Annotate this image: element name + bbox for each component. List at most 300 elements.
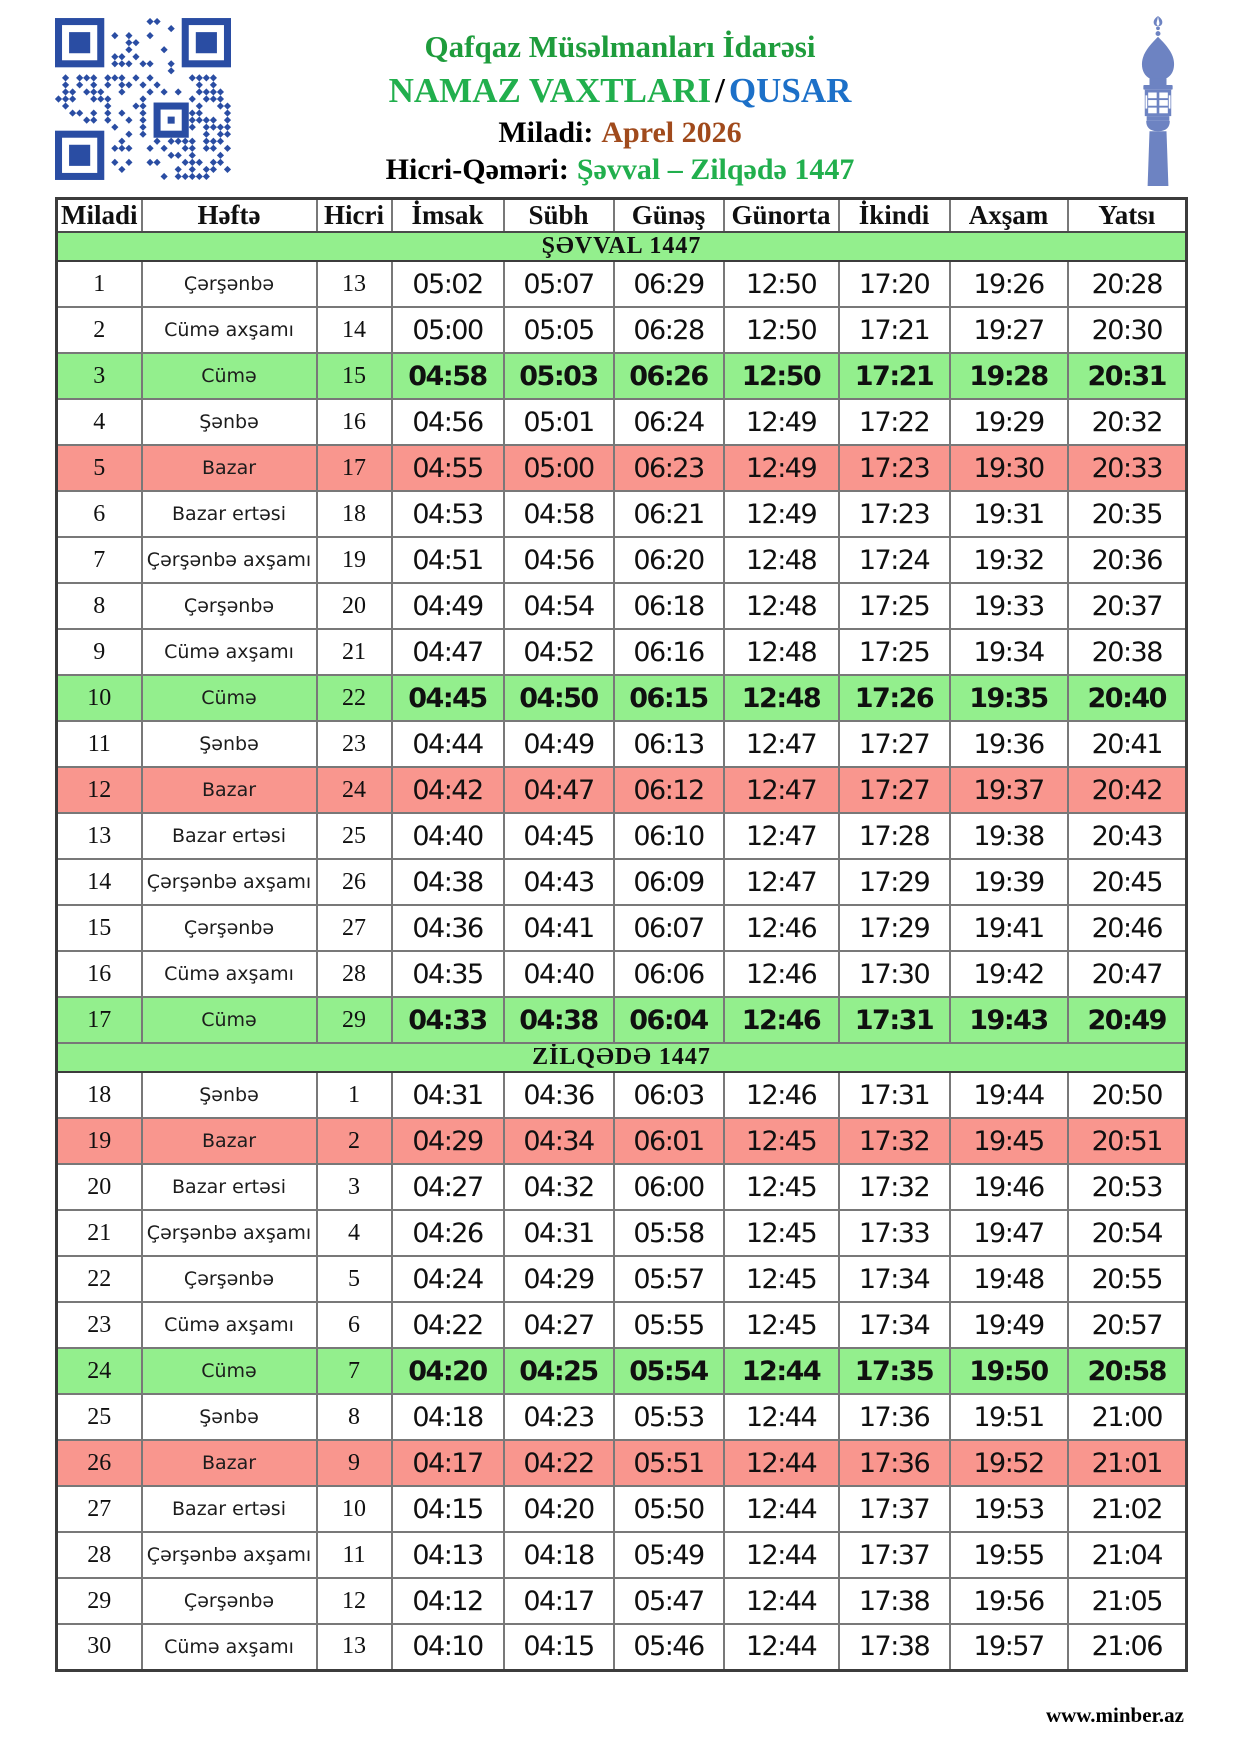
cell-miladi: 17 — [57, 997, 142, 1043]
cell-hicri: 4 — [317, 1210, 392, 1256]
cell-subh: 04:49 — [504, 721, 614, 767]
cell-gunorta: 12:46 — [724, 1072, 839, 1118]
cell-hicri: 13 — [317, 1624, 392, 1670]
cell-yatsi: 20:46 — [1068, 905, 1187, 951]
cell-hefte: Çərşənbə — [142, 583, 317, 629]
cell-axsam: 19:50 — [950, 1348, 1068, 1394]
cell-hefte: Bazar ertəsi — [142, 813, 317, 859]
cell-hicri: 19 — [317, 537, 392, 583]
cell-hefte: Çərşənbə axşamı — [142, 1532, 317, 1578]
cell-hefte: Bazar ertəsi — [142, 1164, 317, 1210]
column-header-yatsi: Yatsı — [1068, 199, 1187, 233]
cell-hefte: Çərşənbə — [142, 1256, 317, 1302]
column-header-ikindi: İkindi — [839, 199, 950, 233]
cell-yatsi: 20:42 — [1068, 767, 1187, 813]
cell-hicri: 18 — [317, 491, 392, 537]
cell-gunorta: 12:44 — [724, 1532, 839, 1578]
cell-yatsi: 20:38 — [1068, 629, 1187, 675]
cell-hicri: 27 — [317, 905, 392, 951]
cell-gunes: 05:57 — [614, 1256, 724, 1302]
cell-miladi: 1 — [57, 261, 142, 307]
cell-imsak: 04:53 — [392, 491, 504, 537]
cell-ikindi: 17:21 — [839, 307, 950, 353]
table-row — [57, 1118, 1187, 1164]
miladi-value: Aprel 2026 — [601, 115, 742, 149]
cell-ikindi: 17:26 — [839, 675, 950, 721]
hicri-value: Şəvval – Zilqədə 1447 — [576, 153, 855, 187]
cell-ikindi: 17:38 — [839, 1578, 950, 1624]
cell-yatsi: 20:40 — [1068, 675, 1187, 721]
cell-hefte: Cümə axşamı — [142, 1302, 317, 1348]
cell-subh: 04:29 — [504, 1256, 614, 1302]
cell-gunorta: 12:44 — [724, 1348, 839, 1394]
cell-ikindi: 17:21 — [839, 353, 950, 399]
cell-miladi: 9 — [57, 629, 142, 675]
cell-gunes: 06:03 — [614, 1072, 724, 1118]
cell-hicri: 2 — [317, 1118, 392, 1164]
table-header-row — [57, 199, 1187, 233]
cell-hicri: 28 — [317, 951, 392, 997]
cell-gunes: 06:12 — [614, 767, 724, 813]
cell-gunorta: 12:50 — [724, 261, 839, 307]
cell-gunorta: 12:46 — [724, 997, 839, 1043]
cell-miladi: 24 — [57, 1348, 142, 1394]
cell-yatsi: 20:55 — [1068, 1256, 1187, 1302]
cell-miladi: 19 — [57, 1118, 142, 1164]
cell-gunes: 05:53 — [614, 1394, 724, 1440]
column-header-axsam: Axşam — [950, 199, 1068, 233]
cell-hicri: 14 — [317, 307, 392, 353]
cell-ikindi: 17:37 — [839, 1532, 950, 1578]
cell-imsak: 04:10 — [392, 1624, 504, 1670]
cell-miladi: 3 — [57, 353, 142, 399]
cell-hefte: Çərşənbə axşamı — [142, 537, 317, 583]
column-header-gunorta: Günorta — [724, 199, 839, 233]
cell-gunorta: 12:44 — [724, 1578, 839, 1624]
minaret-icon — [1122, 16, 1194, 186]
cell-imsak: 04:45 — [392, 675, 504, 721]
cell-subh: 04:23 — [504, 1394, 614, 1440]
table-row — [57, 1072, 1187, 1118]
cell-axsam: 19:32 — [950, 537, 1068, 583]
cell-miladi: 22 — [57, 1256, 142, 1302]
table-row — [57, 261, 1187, 307]
cell-hefte: Çərşənbə — [142, 261, 317, 307]
cell-miladi: 26 — [57, 1440, 142, 1486]
cell-yatsi: 20:49 — [1068, 997, 1187, 1043]
cell-ikindi: 17:25 — [839, 583, 950, 629]
cell-hicri: 6 — [317, 1302, 392, 1348]
cell-gunorta: 12:44 — [724, 1624, 839, 1670]
table-row — [57, 445, 1187, 491]
title-separator: / — [715, 70, 725, 110]
cell-subh: 04:22 — [504, 1440, 614, 1486]
cell-ikindi: 17:33 — [839, 1210, 950, 1256]
cell-subh: 04:50 — [504, 675, 614, 721]
cell-hicri: 16 — [317, 399, 392, 445]
cell-gunes: 05:54 — [614, 1348, 724, 1394]
cell-ikindi: 17:28 — [839, 813, 950, 859]
cell-hefte: Bazar ertəsi — [142, 491, 317, 537]
cell-axsam: 19:43 — [950, 997, 1068, 1043]
hicri-label: Hicri-Qəməri: — [385, 153, 569, 187]
cell-ikindi: 17:32 — [839, 1118, 950, 1164]
cell-miladi: 4 — [57, 399, 142, 445]
column-header-hicri: Hicri — [317, 199, 392, 233]
cell-gunes: 05:49 — [614, 1532, 724, 1578]
table-row — [57, 1164, 1187, 1210]
cell-axsam: 19:48 — [950, 1256, 1068, 1302]
cell-yatsi: 20:57 — [1068, 1302, 1187, 1348]
table-row — [57, 767, 1187, 813]
cell-axsam: 19:31 — [950, 491, 1068, 537]
cell-ikindi: 17:25 — [839, 629, 950, 675]
cell-imsak: 04:35 — [392, 951, 504, 997]
organization-title: Qafqaz Müsəlmanları İdarəsi — [424, 29, 816, 64]
cell-miladi: 18 — [57, 1072, 142, 1118]
cell-hefte: Bazar ertəsi — [142, 1486, 317, 1532]
cell-imsak: 05:02 — [392, 261, 504, 307]
table-row — [57, 1394, 1187, 1440]
cell-hefte: Bazar — [142, 767, 317, 813]
table-row — [57, 353, 1187, 399]
cell-ikindi: 17:38 — [839, 1624, 950, 1670]
city-name: QUSAR — [728, 70, 852, 110]
cell-miladi: 15 — [57, 905, 142, 951]
column-header-gunes: Günəş — [614, 199, 724, 233]
cell-imsak: 04:49 — [392, 583, 504, 629]
cell-subh: 05:03 — [504, 353, 614, 399]
table-row — [57, 491, 1187, 537]
cell-subh: 04:25 — [504, 1348, 614, 1394]
cell-imsak: 04:31 — [392, 1072, 504, 1118]
table-row — [57, 905, 1187, 951]
cell-imsak: 04:18 — [392, 1394, 504, 1440]
cell-yatsi: 20:28 — [1068, 261, 1187, 307]
cell-imsak: 04:38 — [392, 859, 504, 905]
cell-miladi: 8 — [57, 583, 142, 629]
cell-ikindi: 17:32 — [839, 1164, 950, 1210]
cell-gunes: 06:00 — [614, 1164, 724, 1210]
cell-gunorta: 12:45 — [724, 1302, 839, 1348]
cell-yatsi: 20:35 — [1068, 491, 1187, 537]
cell-gunorta: 12:44 — [724, 1486, 839, 1532]
cell-miladi: 16 — [57, 951, 142, 997]
cell-axsam: 19:36 — [950, 721, 1068, 767]
cell-hicri: 17 — [317, 445, 392, 491]
cell-imsak: 04:20 — [392, 1348, 504, 1394]
footer-site-link[interactable]: www.minber.az — [1045, 1703, 1184, 1727]
cell-axsam: 19:28 — [950, 353, 1068, 399]
cell-yatsi: 20:58 — [1068, 1348, 1187, 1394]
cell-hicri: 26 — [317, 859, 392, 905]
table-row — [57, 1302, 1187, 1348]
cell-gunorta: 12:49 — [724, 445, 839, 491]
cell-gunes: 06:04 — [614, 997, 724, 1043]
cell-hefte: Şənbə — [142, 1072, 317, 1118]
cell-hicri: 13 — [317, 261, 392, 307]
cell-axsam: 19:27 — [950, 307, 1068, 353]
cell-hicri: 11 — [317, 1532, 392, 1578]
cell-ikindi: 17:20 — [839, 261, 950, 307]
cell-hefte: Çərşənbə — [142, 905, 317, 951]
cell-subh: 04:43 — [504, 859, 614, 905]
cell-yatsi: 21:00 — [1068, 1394, 1187, 1440]
cell-miladi: 12 — [57, 767, 142, 813]
cell-gunes: 06:07 — [614, 905, 724, 951]
page-title-text: NAMAZ VAXTLARI — [388, 70, 712, 110]
cell-imsak: 04:24 — [392, 1256, 504, 1302]
cell-subh: 04:58 — [504, 491, 614, 537]
cell-miladi: 21 — [57, 1210, 142, 1256]
prayer-times-table — [55, 197, 1188, 1672]
table-row — [57, 997, 1187, 1043]
cell-gunes: 06:24 — [614, 399, 724, 445]
cell-axsam: 19:29 — [950, 399, 1068, 445]
cell-miladi: 20 — [57, 1164, 142, 1210]
cell-gunorta: 12:48 — [724, 675, 839, 721]
cell-gunes: 06:26 — [614, 353, 724, 399]
cell-hefte: Çərşənbə axşamı — [142, 859, 317, 905]
cell-gunorta: 12:47 — [724, 767, 839, 813]
cell-yatsi: 20:30 — [1068, 307, 1187, 353]
cell-axsam: 19:39 — [950, 859, 1068, 905]
cell-ikindi: 17:31 — [839, 1072, 950, 1118]
cell-ikindi: 17:27 — [839, 767, 950, 813]
cell-hicri: 1 — [317, 1072, 392, 1118]
column-header-imsak: İmsak — [392, 199, 504, 233]
cell-axsam: 19:57 — [950, 1624, 1068, 1670]
cell-gunorta: 12:50 — [724, 353, 839, 399]
cell-imsak: 04:42 — [392, 767, 504, 813]
cell-axsam: 19:26 — [950, 261, 1068, 307]
cell-hefte: Şənbə — [142, 399, 317, 445]
cell-imsak: 04:55 — [392, 445, 504, 491]
cell-axsam: 19:44 — [950, 1072, 1068, 1118]
cell-yatsi: 21:01 — [1068, 1440, 1187, 1486]
table-row — [57, 1486, 1187, 1532]
cell-gunorta: 12:45 — [724, 1118, 839, 1164]
cell-imsak: 04:13 — [392, 1532, 504, 1578]
cell-subh: 05:01 — [504, 399, 614, 445]
cell-subh: 04:18 — [504, 1532, 614, 1578]
cell-gunorta: 12:46 — [724, 951, 839, 997]
cell-gunorta: 12:47 — [724, 813, 839, 859]
cell-axsam: 19:51 — [950, 1394, 1068, 1440]
cell-yatsi: 20:43 — [1068, 813, 1187, 859]
cell-hicri: 21 — [317, 629, 392, 675]
cell-hicri: 10 — [317, 1486, 392, 1532]
cell-hefte: Bazar — [142, 1118, 317, 1164]
cell-ikindi: 17:23 — [839, 445, 950, 491]
cell-hefte: Cümə axşamı — [142, 629, 317, 675]
cell-hefte: Bazar — [142, 1440, 317, 1486]
cell-hefte: Cümə — [142, 353, 317, 399]
cell-axsam: 19:33 — [950, 583, 1068, 629]
cell-yatsi: 20:54 — [1068, 1210, 1187, 1256]
cell-gunes: 05:51 — [614, 1440, 724, 1486]
table-row — [57, 1440, 1187, 1486]
cell-subh: 04:15 — [504, 1624, 614, 1670]
cell-yatsi: 20:47 — [1068, 951, 1187, 997]
cell-subh: 04:36 — [504, 1072, 614, 1118]
cell-axsam: 19:47 — [950, 1210, 1068, 1256]
cell-yatsi: 21:04 — [1068, 1532, 1187, 1578]
cell-subh: 04:31 — [504, 1210, 614, 1256]
cell-axsam: 19:35 — [950, 675, 1068, 721]
cell-gunes: 06:10 — [614, 813, 724, 859]
cell-miladi: 25 — [57, 1394, 142, 1440]
cell-gunorta: 12:44 — [724, 1394, 839, 1440]
table-row — [57, 537, 1187, 583]
cell-gunorta: 12:48 — [724, 537, 839, 583]
table-row — [57, 1578, 1187, 1624]
column-header-miladi: Miladi — [57, 199, 142, 233]
cell-subh: 04:20 — [504, 1486, 614, 1532]
cell-gunes: 06:23 — [614, 445, 724, 491]
cell-gunorta: 12:50 — [724, 307, 839, 353]
cell-hicri: 29 — [317, 997, 392, 1043]
cell-hicri: 8 — [317, 1394, 392, 1440]
cell-yatsi: 21:06 — [1068, 1624, 1187, 1670]
cell-imsak: 04:56 — [392, 399, 504, 445]
cell-imsak: 04:40 — [392, 813, 504, 859]
cell-ikindi: 17:27 — [839, 721, 950, 767]
cell-ikindi: 17:22 — [839, 399, 950, 445]
cell-hicri: 3 — [317, 1164, 392, 1210]
cell-gunes: 06:28 — [614, 307, 724, 353]
cell-imsak: 04:33 — [392, 997, 504, 1043]
section-title-zilqede-1447: ZİLQƏDƏ 1447 — [57, 1043, 1187, 1072]
cell-gunorta: 12:45 — [724, 1164, 839, 1210]
cell-subh: 05:07 — [504, 261, 614, 307]
cell-miladi: 23 — [57, 1302, 142, 1348]
cell-miladi: 30 — [57, 1624, 142, 1670]
cell-gunorta: 12:46 — [724, 905, 839, 951]
table-row — [57, 1624, 1187, 1670]
cell-ikindi: 17:36 — [839, 1394, 950, 1440]
cell-yatsi: 20:45 — [1068, 859, 1187, 905]
cell-subh: 04:32 — [504, 1164, 614, 1210]
cell-gunes: 06:16 — [614, 629, 724, 675]
hicri-line — [245, 152, 995, 189]
cell-subh: 05:00 — [504, 445, 614, 491]
cell-hicri: 20 — [317, 583, 392, 629]
cell-yatsi: 20:36 — [1068, 537, 1187, 583]
cell-gunes: 06:29 — [614, 261, 724, 307]
cell-imsak: 04:15 — [392, 1486, 504, 1532]
cell-yatsi: 20:32 — [1068, 399, 1187, 445]
table-row — [57, 721, 1187, 767]
cell-ikindi: 17:35 — [839, 1348, 950, 1394]
table-row — [57, 399, 1187, 445]
miladi-label: Miladi: — [498, 115, 594, 149]
table-row — [57, 1210, 1187, 1256]
cell-ikindi: 17:30 — [839, 951, 950, 997]
cell-gunes: 06:06 — [614, 951, 724, 997]
cell-axsam: 19:30 — [950, 445, 1068, 491]
cell-axsam: 19:52 — [950, 1440, 1068, 1486]
cell-miladi: 7 — [57, 537, 142, 583]
cell-yatsi: 20:41 — [1068, 721, 1187, 767]
cell-hefte: Cümə — [142, 1348, 317, 1394]
cell-gunes: 05:55 — [614, 1302, 724, 1348]
cell-gunorta: 12:45 — [724, 1256, 839, 1302]
cell-hefte: Şənbə — [142, 721, 317, 767]
cell-miladi: 27 — [57, 1486, 142, 1532]
table-row — [57, 951, 1187, 997]
table-row — [57, 813, 1187, 859]
cell-ikindi: 17:24 — [839, 537, 950, 583]
qr-code-icon — [55, 18, 231, 180]
cell-miladi: 5 — [57, 445, 142, 491]
cell-gunes: 06:09 — [614, 859, 724, 905]
cell-ikindi: 17:29 — [839, 905, 950, 951]
cell-subh: 04:41 — [504, 905, 614, 951]
cell-gunes: 05:47 — [614, 1578, 724, 1624]
cell-axsam: 19:38 — [950, 813, 1068, 859]
cell-ikindi: 17:31 — [839, 997, 950, 1043]
cell-gunorta: 12:45 — [724, 1210, 839, 1256]
miladi-line — [245, 115, 995, 152]
cell-imsak: 04:51 — [392, 537, 504, 583]
cell-hicri: 5 — [317, 1256, 392, 1302]
cell-imsak: 04:29 — [392, 1118, 504, 1164]
cell-miladi: 28 — [57, 1532, 142, 1578]
cell-hefte: Bazar — [142, 445, 317, 491]
cell-hefte: Çərşənbə — [142, 1578, 317, 1624]
cell-hefte: Şənbə — [142, 1394, 317, 1440]
cell-yatsi: 20:53 — [1068, 1164, 1187, 1210]
cell-gunes: 06:01 — [614, 1118, 724, 1164]
cell-subh: 04:17 — [504, 1578, 614, 1624]
cell-subh: 04:47 — [504, 767, 614, 813]
cell-ikindi: 17:36 — [839, 1440, 950, 1486]
column-header-hefte: Həftə — [142, 199, 317, 233]
cell-gunes: 06:18 — [614, 583, 724, 629]
cell-yatsi: 20:50 — [1068, 1072, 1187, 1118]
cell-hefte: Cümə axşamı — [142, 307, 317, 353]
cell-hefte: Cümə axşamı — [142, 1624, 317, 1670]
cell-subh: 04:38 — [504, 997, 614, 1043]
cell-hefte: Cümə — [142, 675, 317, 721]
table-row — [57, 1532, 1187, 1578]
cell-ikindi: 17:37 — [839, 1486, 950, 1532]
cell-hicri: 12 — [317, 1578, 392, 1624]
cell-gunorta: 12:48 — [724, 629, 839, 675]
section-header-row — [57, 232, 1187, 261]
page-title — [245, 70, 995, 113]
section-header-row — [57, 1043, 1187, 1072]
cell-gunes: 06:15 — [614, 675, 724, 721]
cell-gunes: 05:46 — [614, 1624, 724, 1670]
cell-axsam: 19:55 — [950, 1532, 1068, 1578]
cell-ikindi: 17:34 — [839, 1302, 950, 1348]
cell-gunorta: 12:47 — [724, 721, 839, 767]
cell-hefte: Çərşənbə axşamı — [142, 1210, 317, 1256]
cell-yatsi: 20:31 — [1068, 353, 1187, 399]
cell-yatsi: 21:05 — [1068, 1578, 1187, 1624]
cell-ikindi: 17:23 — [839, 491, 950, 537]
cell-imsak: 05:00 — [392, 307, 504, 353]
table-row — [57, 859, 1187, 905]
table-row — [57, 1348, 1187, 1394]
cell-subh: 04:45 — [504, 813, 614, 859]
cell-gunes: 06:20 — [614, 537, 724, 583]
cell-subh: 04:27 — [504, 1302, 614, 1348]
cell-subh: 04:34 — [504, 1118, 614, 1164]
cell-hicri: 22 — [317, 675, 392, 721]
